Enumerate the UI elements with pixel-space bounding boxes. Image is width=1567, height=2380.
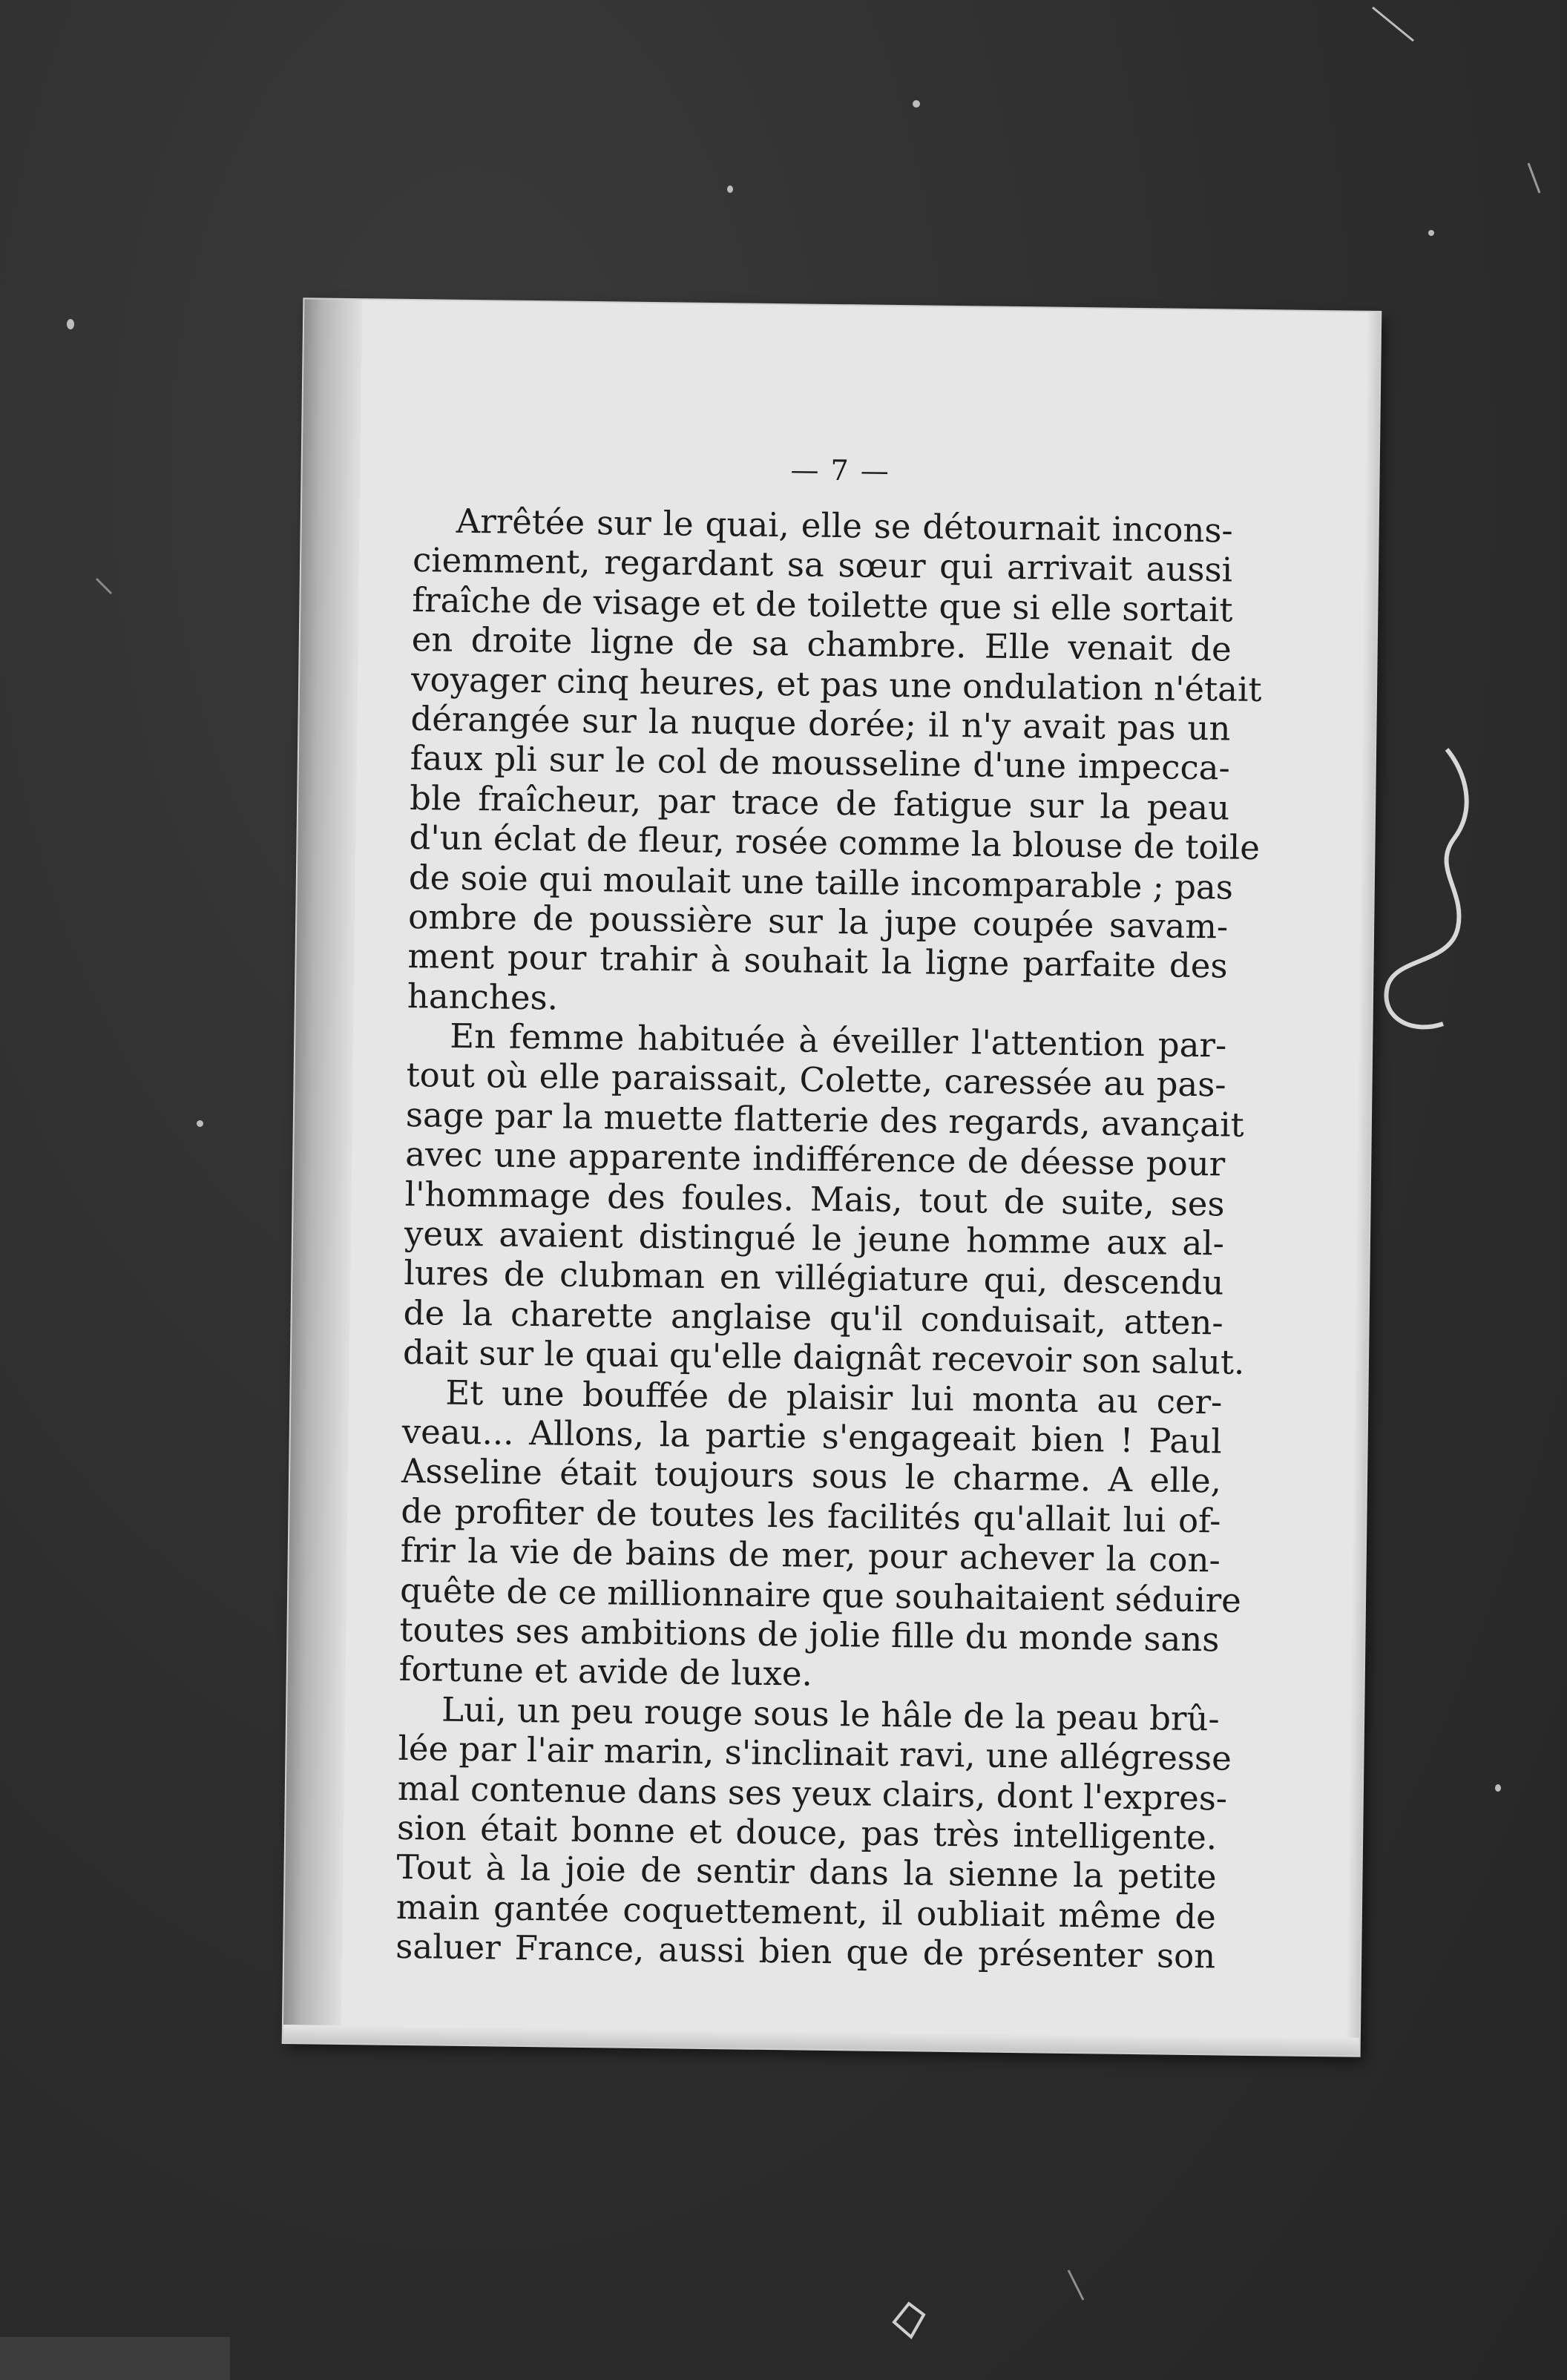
text-line: frir la vie de bains de mer, pour achever la con-: [400, 1531, 1221, 1580]
dust-speck: [197, 1120, 203, 1127]
paragraph-2: [402, 1016, 1245, 1383]
text-line: toutes ses ambitions de jolie fille du monde sans: [399, 1609, 1220, 1660]
text-line: sage par la muette flatterie des regards, avançait: [405, 1094, 1244, 1145]
text-line: l'hommage des foules. Mais, tout de suite, ses: [404, 1174, 1225, 1224]
page-number: — 7 —: [790, 453, 891, 487]
text-line: Lui, un peu rouge sous le hâle de la peau brû-: [441, 1689, 1220, 1739]
paragraph-1: [407, 501, 1262, 1026]
text-line: voyager cinq heures, et pas une ondulation n'était: [410, 659, 1262, 709]
text-line: dérangée sur la nuque dorée; il n'y avait pas un: [410, 698, 1231, 749]
text-line: ciemment, regardant sa sœur qui arrivait aussi: [412, 540, 1233, 590]
text-line: lures de clubman en villégiature qui, descendu: [404, 1253, 1224, 1303]
string-fiber: [1386, 749, 1466, 1027]
text-line: ombre de poussière sur la jupe coupée savam-: [407, 896, 1229, 947]
text-line: fortune et avide de luxe.: [398, 1649, 813, 1694]
text-line: yeux avaient distingué le jeune homme aux al-: [404, 1214, 1225, 1263]
mark-bottom-center: [894, 2304, 924, 2337]
text-line: Et une bouffée de plaisir lui monta au cer-: [445, 1373, 1223, 1422]
scratch-bottom-right: [1068, 2270, 1083, 2300]
text-line: hanches.: [407, 976, 559, 1018]
text-line: d'un éclat de fleur, rosée comme la blouse de toile: [409, 818, 1261, 868]
text-line: de profiter de toutes les facilités qu'allait lui of-: [401, 1490, 1221, 1541]
text-line: Arrêtée sur le quai, elle se détournait incons-: [456, 501, 1234, 550]
scratch-right-margin: [1528, 163, 1540, 193]
text-line: Tout à la joie de sentir dans la sienne la petite: [396, 1847, 1217, 1897]
text-line: de la charette anglaise qu'il conduisait, atten-: [403, 1292, 1223, 1343]
text-line: veau... Allons, la partie s'engageait bien ! Paul: [401, 1411, 1223, 1462]
text-line: main gantée coquettement, il oubliait même de: [395, 1887, 1217, 1937]
text-line: en droite ligne de sa chambre. Elle venait de: [411, 619, 1232, 669]
dust-speck: [727, 185, 733, 193]
text-line: faux pli sur le col de mousseline d'une impecca-: [410, 738, 1231, 788]
text-line: mal contenue dans ses yeux clairs, dont l'expres-: [397, 1768, 1228, 1818]
paragraph-3: [398, 1373, 1242, 1700]
scratch-left-edge: [96, 579, 111, 594]
dust-speck: [1428, 230, 1434, 236]
book-page: [283, 299, 1381, 2056]
dust-speck: [67, 319, 74, 329]
text-line: sion était bonne et douce, pas très intelligente.: [396, 1807, 1218, 1858]
paragraph-4: [395, 1689, 1232, 1976]
text-line: lée par l'air marin, s'inclinait ravi, une allégresse: [398, 1729, 1232, 1778]
text-line: Asseline était toujours sous le charme. A elle,: [401, 1451, 1222, 1501]
dust-speck: [913, 100, 920, 108]
text-line: tout où elle paraissait, Colette, caressée au pas-: [406, 1055, 1226, 1105]
text-line: quête de ce millionnaire que souhaitaient séduire: [399, 1570, 1242, 1620]
text-line: ble fraîcheur, par trace de fatigue sur la peau: [409, 778, 1230, 828]
text-line: ment pour trahir à souhait la ligne parfaite des: [407, 936, 1228, 986]
text-line: dait sur le quai qu'elle daignât recevoir son salut.: [402, 1332, 1245, 1383]
text-line: avec une apparente indifférence de déesse pour: [405, 1134, 1226, 1184]
text-line: saluer France, aussi bien que de présenter son: [395, 1926, 1216, 1976]
text-line: En femme habituée à éveiller l'attention par-: [449, 1016, 1227, 1065]
text-line: fraîche de visage et de toilette que si elle sortait: [412, 579, 1233, 630]
dust-speck: [1495, 1784, 1501, 1792]
text-line: de soie qui moulait une taille incomparable ; pas: [408, 857, 1234, 907]
body-text: [395, 501, 1262, 1976]
scratch-top-right: [1373, 7, 1413, 41]
